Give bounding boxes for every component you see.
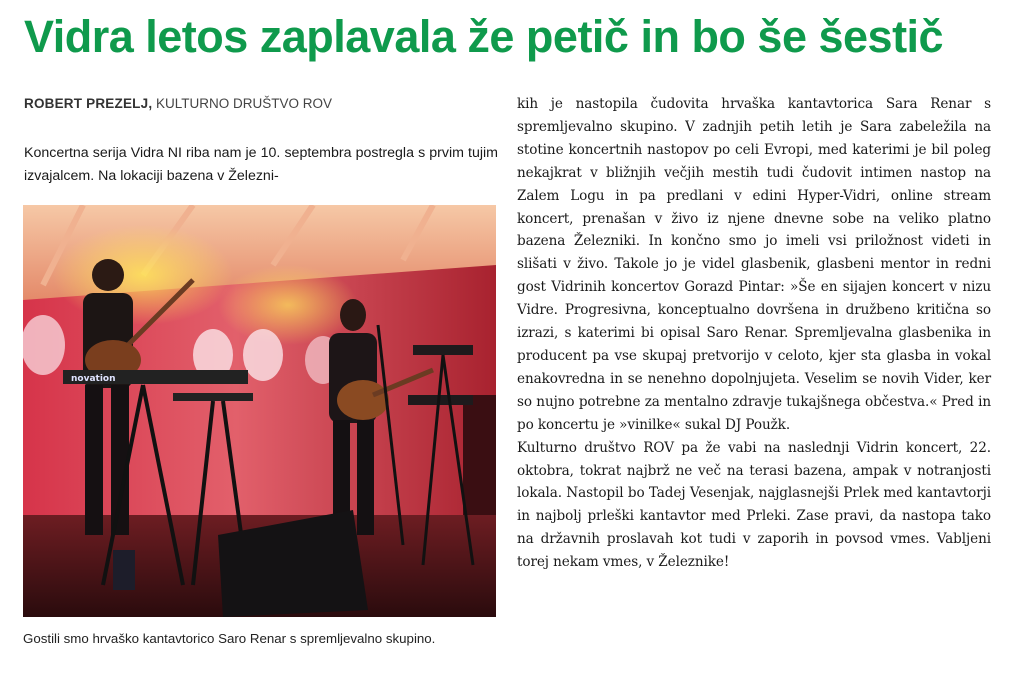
paragraph-next-concert: Kulturno društvo ROV pa že vabi na naslednji Vidrin koncert, 22. oktobra, tokrat najbrž ne več na terasi bazena, ampak v notranjosti lokala. Nastopil bo Tadej Vesenjak, najglasnejši Prlek med kantavtorji in najbolj prleški kantavtor med Prleki. Zase pravi, da nastopa tako na državnih proslavah kot tudi v zaporih in povsod vmes. Vabljeni torej nekam vmes, v Železnike! bbox=[517, 439, 991, 571]
lead-paragraph-part1: Koncertna serija Vidra NI riba nam je 10. septembra postregla s prvim tujim izvajalcem. Na lokaciji bazena v Železni- bbox=[24, 145, 498, 184]
keyboard-brand-label: novation bbox=[71, 374, 116, 384]
concert-photo-illustration bbox=[23, 205, 496, 617]
photo-caption: Gostili smo hrvaško kantavtorico Saro Renar s spremljevalno skupino. bbox=[23, 631, 436, 646]
lead-paragraph-part2: kih je nastopila čudovita hrvaška kantavtorica Sara Renar s spremljevalno skupino. V zadnjih petih letih je Sara zabeležila na stotine koncertnih nastopov po celi Evropi, med katerimi je bil poleg nekajkrat v bližnjih večjih mestih tudi čudovit intimen nastop na Zalem Logu in pa predlani v edini Hyper-Vidri, online stream koncert, prenašan v živo iz njene dnevne sobe na veliko platno bazena Železniki. In končno smo jo imeli vsi priložnost videti in slišati v živo. Takole jo je videl glasbenik, glasbeni mentor in redni gost Vidrinih koncertov Gorazd Pintar: »Še en sijajen koncert v nizu Vidre. Progresivna, konceptualno dovršena in družbeno kritična so izrazi, s katerimi bi opisal Saro Renar. Spremljevalna glasbenika in producent pa vse skupaj pretvorijo v celoto, kjer sta glasba in vokal enakovredna in se nenehno dopolnjujeta. Veselim se novih Vider, ker so nujno potrebne za mentalno zdravje tukajšnega občestva.« Pred in po koncertu je »vinilke« sukal DJ Použk. bbox=[517, 96, 991, 433]
concert-photo bbox=[23, 205, 496, 617]
lead-paragraph bbox=[24, 142, 498, 188]
article-headline: Vidra letos zaplavala že petič in bo še šestič bbox=[24, 11, 944, 62]
byline-author: ROBERT PREZELJ, bbox=[24, 96, 153, 111]
byline bbox=[24, 96, 332, 111]
second-column bbox=[517, 93, 991, 574]
byline-organization: KULTURNO DRUŠTVO ROV bbox=[156, 96, 333, 111]
